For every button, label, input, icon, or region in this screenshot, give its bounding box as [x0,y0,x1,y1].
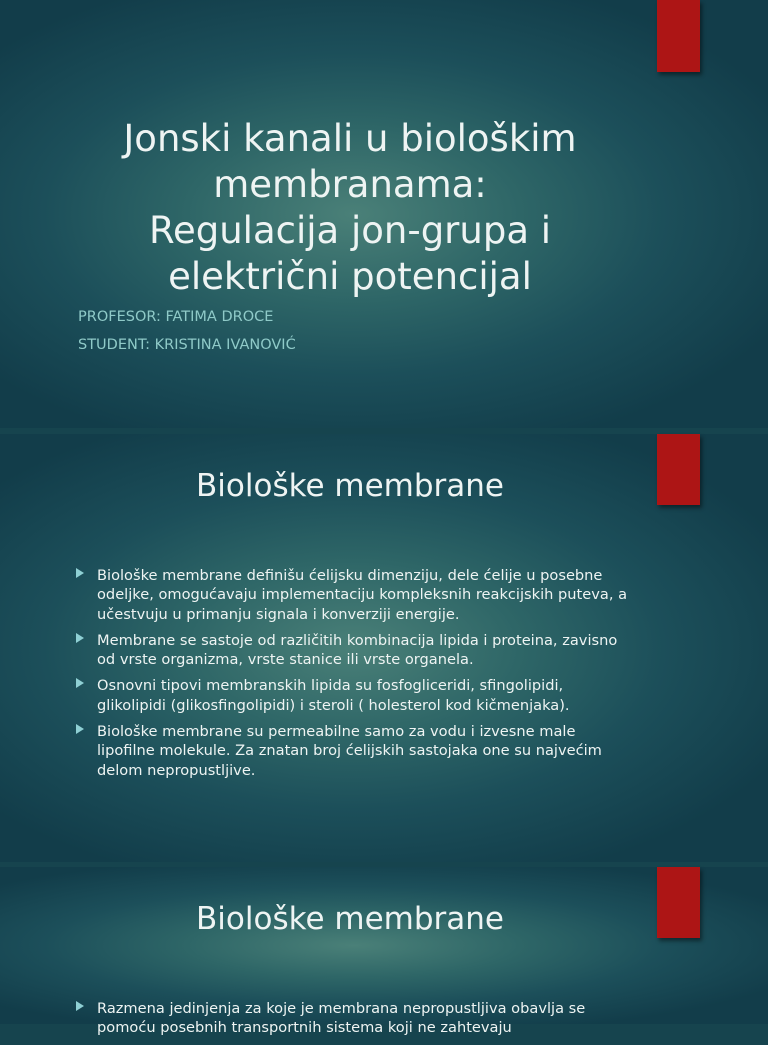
bullet-list [76,999,636,1045]
triangle-right-icon [76,633,84,643]
triangle-right-icon [76,678,84,688]
content-slide [0,867,768,1037]
list-item: Osnovni tipovi membranskih lipida su fosfogliceridi, sfingolipidi, glikolipidi (glikosfingolipidi) i steroli ( holesterol kod kičmenjaka). [76,676,636,715]
content-slide [0,434,768,862]
accent-bar [657,867,700,938]
list-item: Membrane se sastoje od različitih kombinacija lipida i proteina, zavisno od vrste organizma, vrste stanice ili vrste organela. [76,631,636,670]
bullet-list [76,566,636,787]
list-item: Razmena jedinjenja za koje je membrana nepropustljiva obavlja se pomoću posebnih transportnih sistema koji ne zahtevaju [76,999,636,1038]
triangle-right-icon [76,724,84,734]
slide-title: Jonski kanali u biološkim membranama: Regulacija jon-grupa i električni potencijal [123,117,577,298]
slide-title: Biološke membrane [196,468,504,504]
accent-bar [657,0,700,72]
professor-line: PROFESOR: FATIMA DROCE [78,309,274,325]
accent-bar [657,434,700,505]
triangle-right-icon [76,1001,84,1011]
list-item: Biološke membrane definišu ćelijsku dimenziju, dele ćelije u posebne odeljke, omogućavaju implementaciju kompleksnih reakcijskih puteva, a učestvuju u primanju signala i konverziji energije. [76,566,636,624]
list-item: Biološke membrane su permeabilne samo za vodu i izvesne male lipofilne molekule. Za znatan broj ćelijskih sastojaka one su najvećim delom nepropustljive. [76,722,636,780]
slide-subtitle [78,303,296,359]
triangle-right-icon [76,568,84,578]
slide-title: Biološke membrane [196,901,504,937]
student-line: STUDENT: KRISTINA IVANOVIĆ [78,337,296,353]
title-slide [0,0,768,428]
